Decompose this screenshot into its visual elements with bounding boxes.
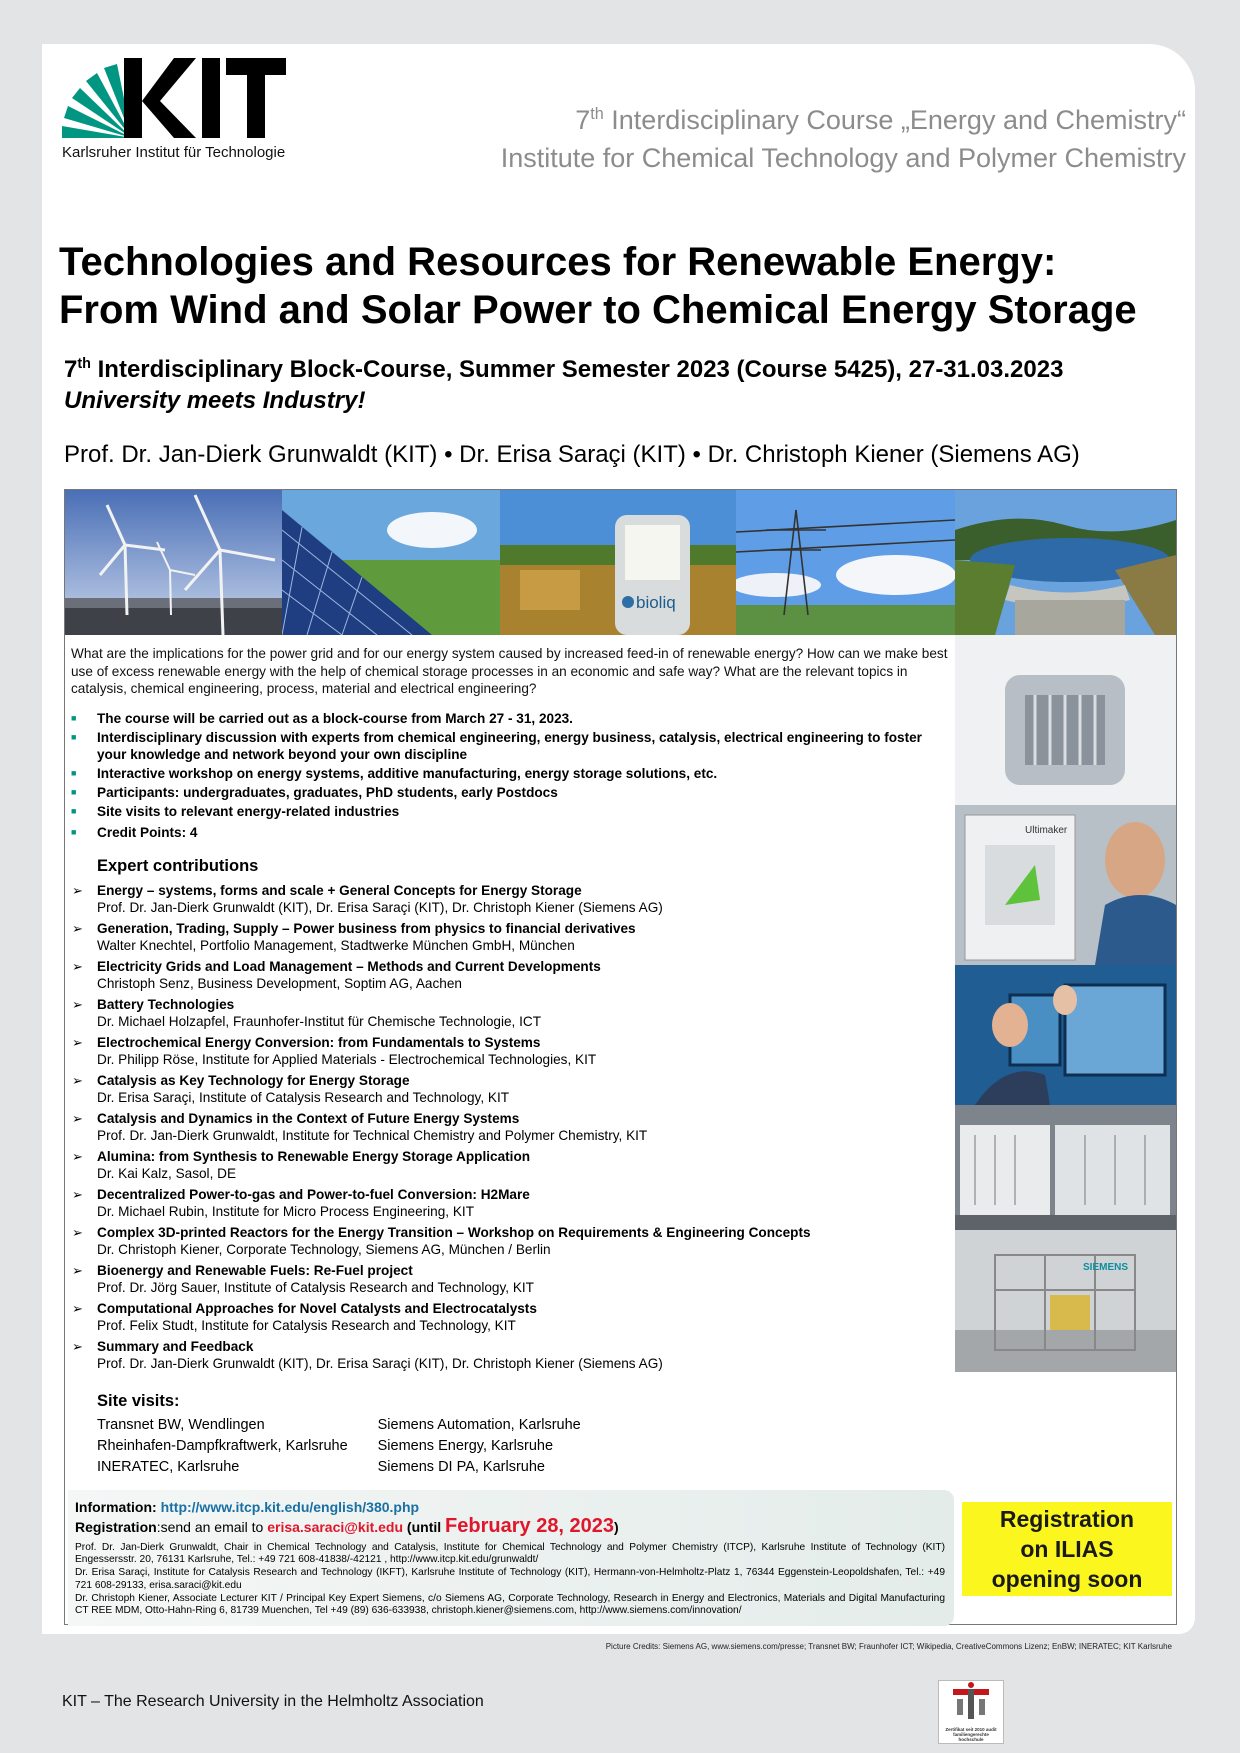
site-cell: Rheinhafen-Dampfkraftwerk, Karlsruhe [97,1438,348,1454]
arrow-icon: ➢ [72,1300,83,1316]
ultimaker-label: Ultimaker [1025,825,1068,836]
site-visits-table [97,1417,611,1480]
certificate-text: Zertifikat seit 2010 audit familiengerechte hochschule [945,1727,997,1742]
contribution-title: Catalysis as Key Technology for Energy Storage [97,1072,410,1088]
arrow-icon: ➢ [72,996,83,1012]
contribution-title: Battery Technologies [97,996,235,1012]
contribution-item [71,1300,951,1334]
expert-heading: Expert contributions [97,856,259,875]
photo-power-pylon [736,490,955,635]
bullet-item: ■ Interactive workshop on energy systems, additive manufacturing, energy storage solutions, etc. [71,765,951,782]
registration-text: :send an email to [156,1519,268,1535]
contribution-speaker: Dr. Christoph Kiener, Corporate Technology, Siemens AG, München / Berlin [97,1241,551,1257]
contribution-item [71,882,951,916]
contribution-item [71,1262,951,1296]
photo-siemens-reactor [955,1230,1176,1372]
contribution-title: Energy – systems, forms and scale + General Concepts for Energy Storage [97,882,582,898]
arrow-icon: ➢ [72,958,83,974]
intro-text: What are the implications for the power grid and for our energy system caused by increased feed-in of renewable energy? How can we make best use of excess renewable energy with the help of chemical storage processes in an economic and safe way? What are the relevant topics in catalysis, chemical engineering, process, material and electrical engineering? [71,646,948,696]
bullet-item: ■ Credit Points: 4 [71,824,951,841]
lecturers: Prof. Dr. Jan-Dierk Grunwaldt (KIT) • Dr. Erisa Saraçi (KIT) • Dr. Christoph Kiener (Siemens AG) [64,441,1080,468]
contribution-item [71,1224,951,1258]
photo-biofuel-pump [500,490,736,635]
contribution-item [71,958,951,992]
contribution-title: Decentralized Power-to-gas and Power-to-fuel Conversion: H2Mare [97,1186,530,1202]
until-open: (until [403,1519,446,1535]
bioliq-label: bioliq [636,593,676,612]
contribution-speaker: Prof. Dr. Jan-Dierk Grunwaldt (KIT), Dr. Erisa Saraçi (KIT), Dr. Christoph Kiener (Siemens AG) [97,899,663,915]
contribution-title: Summary and Feedback [97,1338,254,1354]
contribution-item [71,1110,951,1144]
contribution-speaker: Dr. Erisa Saraçi, Institute of Catalysis Research and Technology, KIT [97,1089,510,1105]
registration-notice [962,1502,1172,1596]
contribution-item [71,1072,951,1106]
registration-notice-line: opening soon [991,1566,1143,1592]
bullet-item: ■ The course will be carried out as a block-course from March 27 - 31, 2023. [71,710,951,727]
contribution-title: Generation, Trading, Supply – Power business from physics to financial derivatives [97,920,636,936]
course-bullets [71,710,951,841]
title-line-2: From Wind and Solar Power to Chemical Energy Storage [59,288,1137,332]
photo-industrial-plant [955,1105,1176,1230]
contribution-item [71,996,951,1030]
info-label: Information [75,1499,152,1515]
tagline: University meets Industry! [64,387,366,414]
site-cell: Siemens DI PA, Karlsruhe [377,1459,545,1475]
contribution-speaker: Dr. Philipp Röse, Institute for Applied Materials - Electrochemical Technologies, KIT [97,1051,597,1067]
site-cell: INERATEC, Karlsruhe [97,1459,240,1475]
contribution-speaker: Dr. Kai Kalz, Sasol, DE [97,1165,237,1181]
photo-solar-panels [282,490,500,635]
contribution-title: Computational Approaches for Novel Catalysts and Electrocatalysts [97,1300,537,1316]
bullet-item: ■ Site visits to relevant energy-related industries [71,803,951,820]
contact-saraci: Dr. Erisa Saraçi, Institute for Catalysis Research and Technology (IKFT), Karlsruhe Institute of Technology (KIT), Hermann-von-Helmholtz-Platz 1, 76344 Eggenstein-Leopoldshafen, Tel.: +49 721 608-29133, erisa.saraci@kit.edu [75,1567,945,1591]
contribution-item [71,1338,951,1372]
info-link[interactable]: http://www.itcp.kit.edu/english/380.php [160,1499,420,1515]
contribution-item [71,920,951,954]
table-row [97,1438,611,1459]
expert-contributions [71,882,951,1372]
course-sup: th [590,105,604,123]
contribution-title: Electrochemical Energy Conversion: from Fundamentals to Systems [97,1034,541,1050]
kit-logo-graphic [62,56,287,146]
contribution-item [71,1148,951,1182]
subtitle-line [64,349,1063,385]
siemens-label: SIEMENS [1083,1262,1129,1273]
course-header [501,95,1186,177]
photo-control-room [955,965,1176,1105]
arrow-icon: ➢ [72,1338,83,1354]
contribution-title: Complex 3D-printed Reactors for the Energy Transition – Workshop on Requirements & Engineering Concepts [97,1224,811,1240]
arrow-icon: ➢ [72,1072,83,1088]
info-sep: : [152,1499,161,1515]
arrow-icon: ➢ [72,1186,83,1202]
registration-email-link[interactable]: erisa.saraci@kit.edu [267,1519,404,1535]
registration-line [75,1517,945,1537]
bullet-item: ■ Participants: undergraduates, graduates, PhD students, early Postdocs [71,784,951,801]
arrow-icon: ➢ [72,882,83,898]
photo-reservoir-dam [955,490,1176,635]
main-content [71,645,951,1376]
contribution-title: Alumina: from Synthesis to Renewable Energy Storage Application [97,1148,531,1164]
site-cell: Siemens Automation, Karlsruhe [377,1417,581,1433]
registration-label: Registration [75,1519,157,1535]
contribution-speaker: Prof. Dr. Jan-Dierk Grunwaldt (KIT), Dr. Erisa Saraçi (KIT), Dr. Christoph Kiener (Siemens AG) [97,1355,663,1371]
institute-name: Karlsruher Institut für Technologie [62,144,286,161]
arrow-icon: ➢ [72,1224,83,1240]
contribution-title: Bioenergy and Renewable Fuels: Re-Fuel project [97,1262,413,1278]
contribution-speaker: Dr. Michael Holzapfel, Fraunhofer-Institut für Chemische Technologie, ICT [97,1013,542,1029]
site-visits-heading: Site visits: [97,1392,180,1410]
course-number: 7 [575,105,591,135]
until-close: ) [614,1519,619,1535]
photo-3d-printed-part [955,635,1176,805]
contribution-speaker: Prof. Felix Studt, Institute for Catalysis Research and Technology, KIT [97,1317,516,1333]
photo-wind-turbines [65,490,282,635]
footer-text: KIT – The Research University in the Helmholtz Association [62,1693,484,1710]
contribution-title: Electricity Grids and Load Management – Methods and Current Developments [97,958,601,974]
arrow-icon: ➢ [72,1262,83,1278]
institute-line: Institute for Chemical Technology and Polymer Chemistry [500,143,1186,173]
contribution-speaker: Prof. Dr. Jan-Dierk Grunwaldt, Institute for Technical Chemistry and Polymer Chemistry, KIT [97,1127,648,1143]
table-row [97,1417,611,1438]
picture-credits: Picture Credits: Siemens AG, www.siemens.com/presse; Transnet BW; Fraunhofer ICT; Wikipedia, CreativeCommons Lizenz; EnBW; INERATEC; KIT Karlsruhe [605,1642,1172,1651]
contribution-speaker: Prof. Dr. Jörg Sauer, Institute of Catalysis Research and Technology, KIT [97,1279,534,1295]
arrow-icon: ➢ [72,1034,83,1050]
registration-notice-line: on ILIAS [1020,1536,1114,1562]
site-cell: Transnet BW, Wendlingen [97,1417,265,1433]
photo-3d-printer [955,805,1176,965]
contribution-title: Catalysis and Dynamics in the Context of Future Energy Systems [97,1110,520,1126]
bullet-item: ■ Interdisciplinary discussion with experts from chemical engineering, energy business, catalysis, electrical engineering to foster your knowledge and network beyond your own discipline [71,729,951,763]
registration-notice-line: Registration [999,1506,1135,1532]
title-line-1: Technologies and Resources for Renewable Energy: [59,240,1057,284]
arrow-icon: ➢ [72,920,83,936]
contribution-item [71,1186,951,1220]
subtitle-sup: th [77,356,91,372]
subtitle-number: 7 [64,356,78,383]
contribution-speaker: Dr. Michael Rubin, Institute for Micro Process Engineering, KIT [97,1203,475,1219]
site-cell: Siemens Energy, Karlsruhe [377,1438,554,1454]
table-row [97,1459,611,1480]
contact-kiener: Dr. Christoph Kiener, Associate Lecturer KIT / Principal Key Expert Siemens, c/o Siemens AG, Corporate Technology, Research in Energy and Electronics, Materials and Digital Manufacturing CT REE MDM, Otto-Hahn-Ring 6, 81739 Muenchen, Tel +49 (89) 636-633938, christoph.kiener@siemens.com, http://www.siemens.com/innovation/ [75,1592,945,1617]
subtitle [64,349,1063,416]
info-content [75,1498,945,1617]
arrow-icon: ➢ [72,1148,83,1164]
contribution-speaker: Walter Knechtel, Portfolio Management, Stadtwerke München GmbH, München [97,937,575,953]
family-audit-certificate [938,1680,1004,1744]
arrow-icon: ➢ [72,1110,83,1126]
site-visits [97,1392,611,1480]
contribution-speaker: Christoph Senz, Business Development, Soptim AG, Aachen [97,975,462,991]
page-title [59,238,1137,334]
contribution-item [71,1034,951,1068]
contact-grunwaldt: Prof. Dr. Jan-Dierk Grunwaldt, Chair in Chemical Technology and Catalysis, Institute for Chemical Technology and Polymer Chemistry (ITCP), Karlsruhe Institute of Technology (KIT) Engessersstr. 20, 76131 Karlsruhe, Tel.: +49 721 608-41838/-42121 , http://www.itcp.kit.edu/grunwaldt/ [75,1542,945,1566]
course-line [501,95,1186,139]
course-name: Interdisciplinary Course „Energy and Chemistry“ [603,105,1186,135]
subtitle-text: Interdisciplinary Block-Course, Summer Semester 2023 (Course 5425), 27-31.03.2023 [90,356,1064,383]
deadline: February 28, 2023 [445,1515,615,1537]
certificate-icon [939,1681,1003,1727]
